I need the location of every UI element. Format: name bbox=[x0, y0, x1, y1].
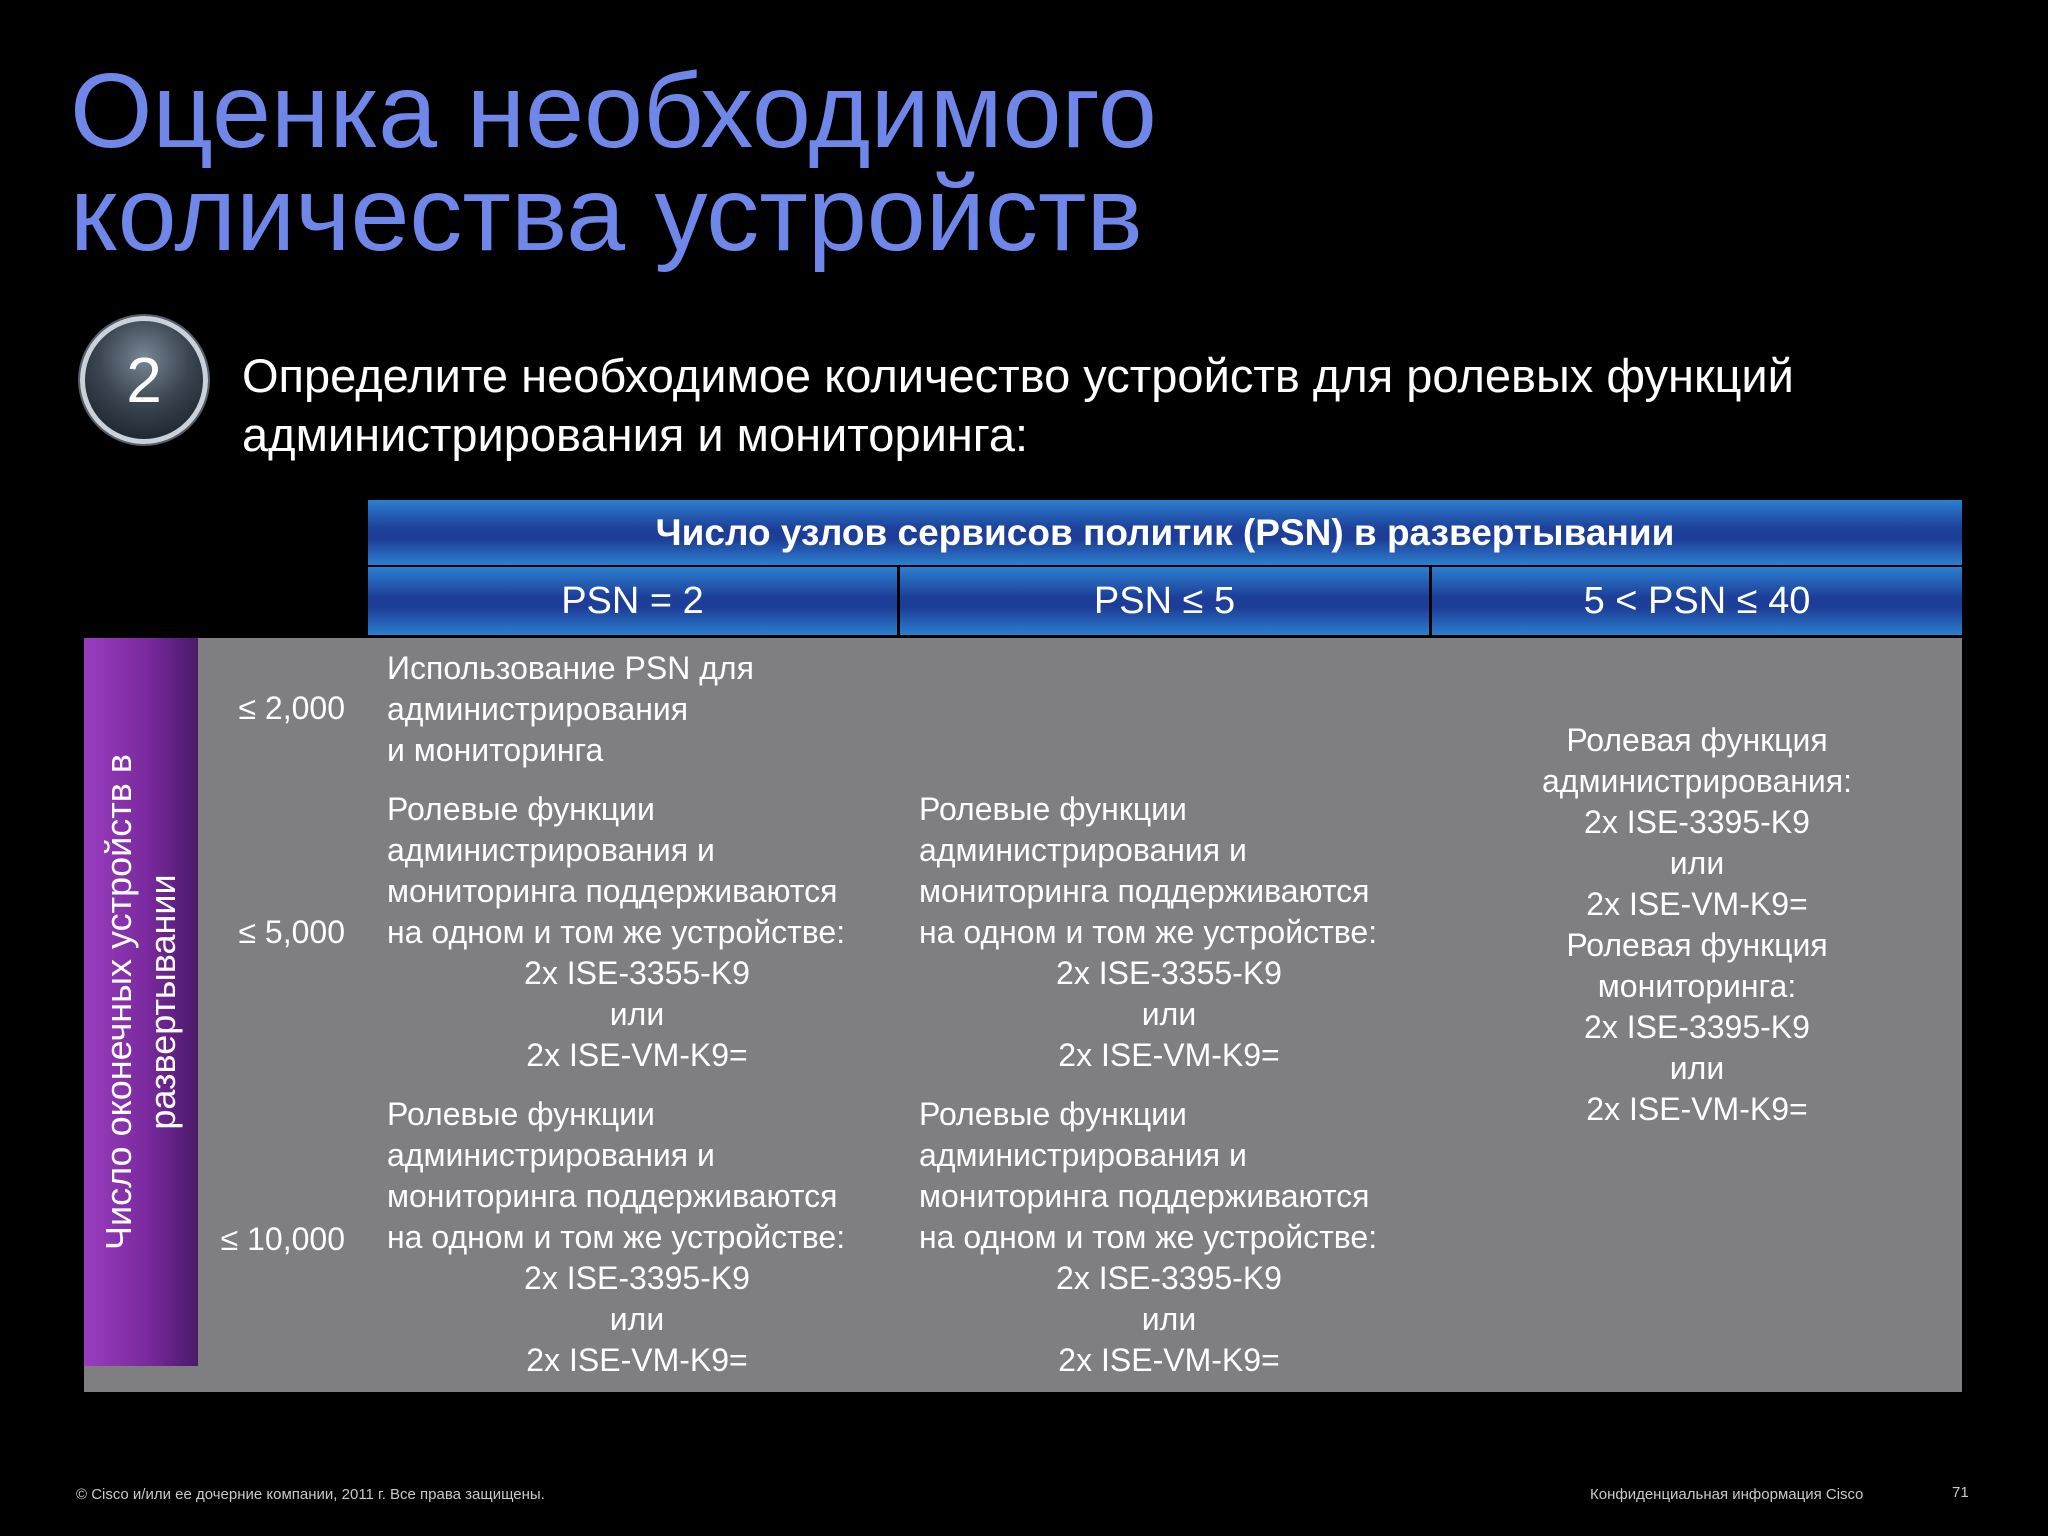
cell-line: администрирования bbox=[387, 691, 689, 727]
cell-option: 2x ISE-VM-K9= bbox=[526, 1342, 748, 1378]
row-axis-label bbox=[84, 638, 198, 1366]
row-label-10000: ≤ 10,000 bbox=[200, 1086, 365, 1392]
cell-line: мониторинга поддерживаются bbox=[387, 873, 838, 909]
row-axis-label-line-1: Число оконечных устройств в bbox=[98, 754, 139, 1250]
cell-line: администрирования и bbox=[919, 832, 1247, 868]
cell-option: 2x ISE-VM-K9= bbox=[1058, 1037, 1280, 1073]
cell-option: или bbox=[1141, 996, 1197, 1032]
cell-2000-psn2 bbox=[368, 638, 897, 778]
cell-line: администрирования и bbox=[387, 832, 715, 868]
page-number: 71 bbox=[1952, 1484, 1969, 1501]
cell-line: администрирования и bbox=[919, 1137, 1247, 1173]
step-number-badge: 2 bbox=[80, 316, 208, 444]
cell-line: 2x ISE-3395-K9 bbox=[1584, 1009, 1810, 1045]
cell-line: на одном и том же устройстве: bbox=[919, 914, 1378, 950]
row-label-5000: ≤ 5,000 bbox=[200, 781, 365, 1083]
cell-2000-psn5 bbox=[900, 638, 1429, 778]
copyright-text: © Cisco и/или ее дочерние компании, 2011 г. Все права защищены. bbox=[76, 1486, 545, 1503]
cell-5000-psn5 bbox=[900, 781, 1429, 1083]
cell-line: Ролевая функция bbox=[1566, 927, 1828, 963]
cell-option: 2x ISE-3355-K9 bbox=[1056, 955, 1282, 991]
cell-line: Ролевые функции bbox=[387, 791, 655, 827]
table-main-header: Число узлов сервисов политик (PSN) в развертывании bbox=[368, 500, 1962, 565]
cell-5000-psn2 bbox=[368, 781, 897, 1083]
title-line-1: Оценка необходимого bbox=[70, 52, 1157, 170]
cell-10000-psn2 bbox=[368, 1086, 897, 1392]
cell-line: 2x ISE-3395-K9 bbox=[1584, 804, 1810, 840]
step-description bbox=[242, 346, 1962, 464]
step-description-line-1: Определите необходимое количество устройств для ролевых функций bbox=[242, 349, 1794, 402]
cell-line: администрирования и bbox=[387, 1137, 715, 1173]
cell-line: администрирования: bbox=[1541, 763, 1852, 799]
cell-option: 2x ISE-3355-K9 bbox=[524, 955, 750, 991]
cell-line: мониторинга поддерживаются bbox=[919, 1178, 1370, 1214]
row-label-2000: ≤ 2,000 bbox=[200, 638, 365, 778]
cell-line: на одном и том же устройстве: bbox=[919, 1219, 1378, 1255]
step-description-line-2: администрирования и мониторинга: bbox=[242, 408, 1029, 461]
cell-line: на одном и том же устройстве: bbox=[387, 1219, 846, 1255]
column-header-psn2: PSN = 2 bbox=[368, 567, 897, 635]
cell-line: 2x ISE-VM-K9= bbox=[1586, 886, 1808, 922]
column-header-psn5: PSN ≤ 5 bbox=[900, 567, 1429, 635]
cell-line: Ролевые функции bbox=[919, 1096, 1187, 1132]
cell-line: мониторинга поддерживаются bbox=[919, 873, 1370, 909]
cell-line: мониторинга: bbox=[1597, 968, 1797, 1004]
cell-line: Ролевые функции bbox=[919, 791, 1187, 827]
cell-psn40-merged bbox=[1432, 638, 1962, 1392]
cell-line: мониторинга поддерживаются bbox=[387, 1178, 838, 1214]
column-header-psn40: 5 < PSN ≤ 40 bbox=[1432, 567, 1962, 635]
cell-line: Ролевая функция bbox=[1566, 722, 1828, 758]
cell-line: или bbox=[1669, 845, 1725, 881]
cell-10000-psn5 bbox=[900, 1086, 1429, 1392]
cell-line: Использование PSN для bbox=[387, 650, 754, 686]
row-axis-label-line-2: развертывании bbox=[142, 874, 183, 1130]
confidential-text: Конфиденциальная информация Cisco bbox=[1590, 1486, 1864, 1503]
cell-option: или bbox=[1141, 1301, 1197, 1337]
cell-line: или bbox=[1669, 1050, 1725, 1086]
cell-option: 2x ISE-3395-K9 bbox=[1056, 1260, 1282, 1296]
cell-option: или bbox=[609, 996, 665, 1032]
slide-title bbox=[70, 52, 1570, 273]
cell-option: 2x ISE-VM-K9= bbox=[1058, 1342, 1280, 1378]
cell-option: или bbox=[609, 1301, 665, 1337]
cell-line: на одном и том же устройстве: bbox=[387, 914, 846, 950]
cell-option: 2x ISE-3395-K9 bbox=[524, 1260, 750, 1296]
cell-option: 2x ISE-VM-K9= bbox=[526, 1037, 748, 1073]
title-line-2: количества устройств bbox=[70, 155, 1143, 273]
cell-line: и мониторинга bbox=[387, 732, 604, 768]
cell-line: Ролевые функции bbox=[387, 1096, 655, 1132]
cell-line: 2x ISE-VM-K9= bbox=[1586, 1091, 1808, 1127]
